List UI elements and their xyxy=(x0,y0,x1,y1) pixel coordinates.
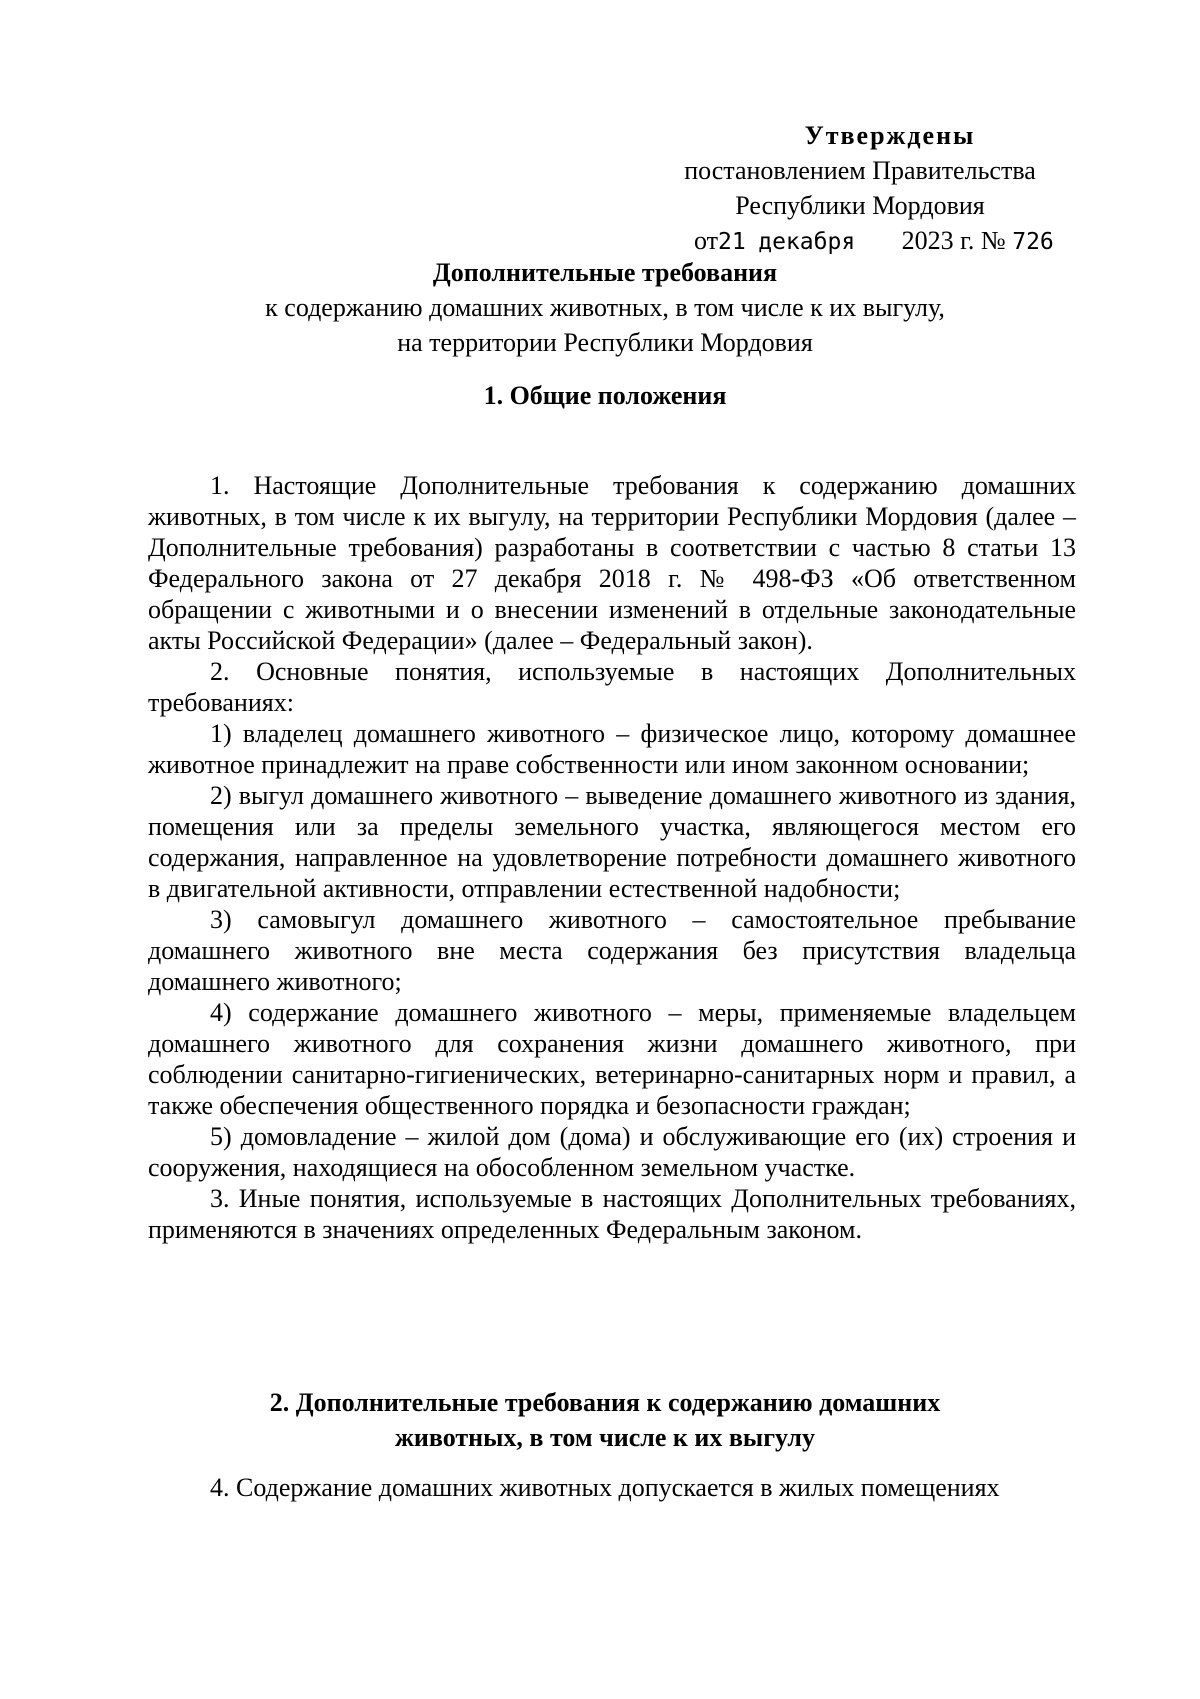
paragraph-4: 4. Содержание домашних животных допускается в жилых помещениях xyxy=(210,1473,1000,1502)
document-title xyxy=(140,255,1070,360)
definition-5: 5) домовладение – жилой дом (дома) и обслуживающие его (их) строения и сооружения, находящиеся на обособленном земельном участке. xyxy=(148,1122,1076,1182)
paragraph-3: 3. Иные понятия, используемые в настоящих Дополнительных требованиях, применяются в значениях определенных Федеральным законом. xyxy=(148,1184,1076,1244)
document-number: 726 xyxy=(1012,229,1054,255)
section-2-heading-line-1: 2. Дополнительные требования к содержанию домашних xyxy=(269,1388,941,1417)
approval-line-1: постановлением Правительства xyxy=(684,156,1036,185)
title-line-2: к содержанию домашних животных, в том числе к их выгулу, xyxy=(265,293,945,322)
approval-heading: Утверждены xyxy=(804,121,976,150)
definition-2: 2) выгул домашнего животного – выведение домашнего животного из здания, помещения или за пределы земельного участка, являющегося местом его содержания, направленное на удовлетворение потребности домашнего животного в двигательной активности, отправлении естественной надобности; xyxy=(148,781,1076,903)
date-month: декабря xyxy=(758,229,856,255)
paragraph-2: 2. Основные понятия, используемые в настоящих Дополнительных требованиях: xyxy=(148,657,1076,717)
title-main: Дополнительные требования xyxy=(432,258,778,287)
definition-1: 1) владелец домашнего животного – физическое лицо, которому домашнее животное принадлежит на праве собственности или ином законном основании; xyxy=(148,719,1076,779)
title-line-3: на территории Республики Мордовия xyxy=(397,328,813,357)
date-prefix: от xyxy=(694,226,719,255)
section-1-body xyxy=(148,470,1076,1245)
section-2-heading xyxy=(140,1385,1070,1455)
definition-3: 3) самовыгул домашнего животного – самостоятельное пребывание домашнего животного вне места содержания без присутствия владельца домашнего животного; xyxy=(148,905,1076,996)
date-day: 21 xyxy=(718,229,746,255)
section-2-heading-line-2: животных, в том числе к их выгулу xyxy=(395,1423,815,1452)
section-1-heading: 1. Общие положения xyxy=(483,381,727,410)
approval-line-2: Республики Мордовия xyxy=(735,191,985,220)
approval-block xyxy=(640,118,1080,260)
paragraph-1: 1. Настоящие Дополнительные требования к содержанию домашних животных, в том числе к их выгулу, на территории Республики Мордовия (далее – Дополнительные требования) разработаны в соответствии с частью 8 статьи 13 Федерального закона от 27 декабря 2018 г. № 498-ФЗ «Об ответственном обращении с животными и о внесении изменений в отдельные законодательные акты Российской Федерации» (далее – Федеральный закон). xyxy=(148,471,1076,655)
date-year: 2023 г. № xyxy=(901,226,1006,255)
definition-4: 4) содержание домашнего животного – меры, применяемые владельцем домашнего животного для сохранения жизни домашнего животного, при соблюдении санитарно-гигиенических, ветеринарно-санитарных норм и правил, а также обеспечения общественного порядка и безопасности граждан; xyxy=(148,998,1076,1120)
